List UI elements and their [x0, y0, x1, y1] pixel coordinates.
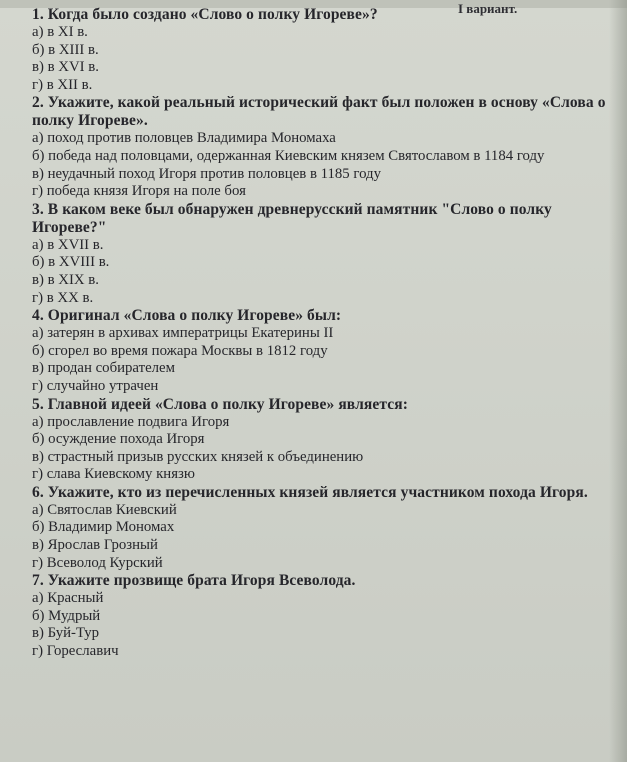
- answer-option: г) случайно утрачен: [32, 377, 159, 394]
- answer-option: а) поход против половцев Владимира Мономаха: [32, 130, 336, 147]
- questions-block: [32, 6, 612, 661]
- answer-option: г) Гореславич: [32, 643, 119, 660]
- question-text: 7. Укажите прозвище брата Игоря Всеволода.: [32, 572, 356, 590]
- answer-option: а) в XI в.: [32, 24, 88, 40]
- answer-option: в) Буй-Тур: [32, 625, 100, 642]
- variant-label: I вариант.: [458, 1, 518, 16]
- question-text: 3. В каком веке был обнаружен древнерусский памятник "Слово о полку Игореве?": [32, 200, 552, 236]
- answer-option: б) в XIII в.: [32, 41, 99, 58]
- answer-option: а) Красный: [32, 590, 104, 607]
- question-2: [32, 94, 612, 200]
- answer-option: г) Всеволод Курский: [32, 554, 163, 571]
- question-text: 1. Когда было создано «Слово о полку Игореве»?: [32, 6, 378, 23]
- answer-option: б) осуждение похода Игоря: [32, 431, 205, 448]
- answer-option: б) победа над половцами, одержанная Киевским князем Святославом в 1184 году: [32, 147, 545, 164]
- question-text: 2. Укажите, какой реальный исторический факт был положен в основу «Слова о полку Игореве».: [32, 94, 606, 130]
- answer-option: в) в XVI в.: [32, 59, 99, 76]
- answer-option: в) страстный призыв русских князей к объединению: [32, 448, 364, 465]
- answer-option: а) затерян в архивах императрицы Екатерины II: [32, 325, 334, 342]
- answer-option: в) неудачный поход Игоря против половцев в 1185 году: [32, 165, 381, 182]
- question-text: 6. Укажите, кто из перечисленных князей является участником похода Игоря.: [32, 483, 588, 501]
- answer-option: б) сгорел во время пожара Москвы в 1812 году: [32, 342, 328, 359]
- answer-option: а) Святослав Киевский: [32, 501, 177, 518]
- question-1: [32, 6, 612, 94]
- answer-option: а) в XVII в.: [32, 236, 104, 253]
- answer-option: в) продан собирателем: [32, 360, 175, 377]
- answer-option: г) в XX в.: [32, 289, 94, 306]
- question-text: 5. Главной идеей «Слова о полку Игореве» является:: [32, 395, 408, 413]
- question-7: [32, 572, 612, 660]
- answer-option: а) прославление подвига Игоря: [32, 413, 230, 430]
- question-4: [32, 307, 612, 395]
- page-edge-shadow: [609, 0, 627, 762]
- answer-option: в) в XIX в.: [32, 271, 99, 288]
- answer-option: г) слава Киевскому князю: [32, 466, 195, 483]
- question-text: 4. Оригинал «Слова о полку Игореве» был:: [32, 307, 342, 325]
- question-6: [32, 484, 612, 572]
- answer-option: г) в XII в.: [32, 76, 93, 93]
- question-3: [32, 201, 612, 307]
- answer-option: б) Мудрый: [32, 607, 101, 624]
- answer-option: г) победа князя Игоря на поле боя: [32, 183, 246, 200]
- answer-option: б) Владимир Мономах: [32, 519, 175, 536]
- question-5: [32, 396, 612, 484]
- answer-option: в) Ярослав Грозный: [32, 537, 158, 554]
- answer-option: б) в XVIII в.: [32, 254, 110, 271]
